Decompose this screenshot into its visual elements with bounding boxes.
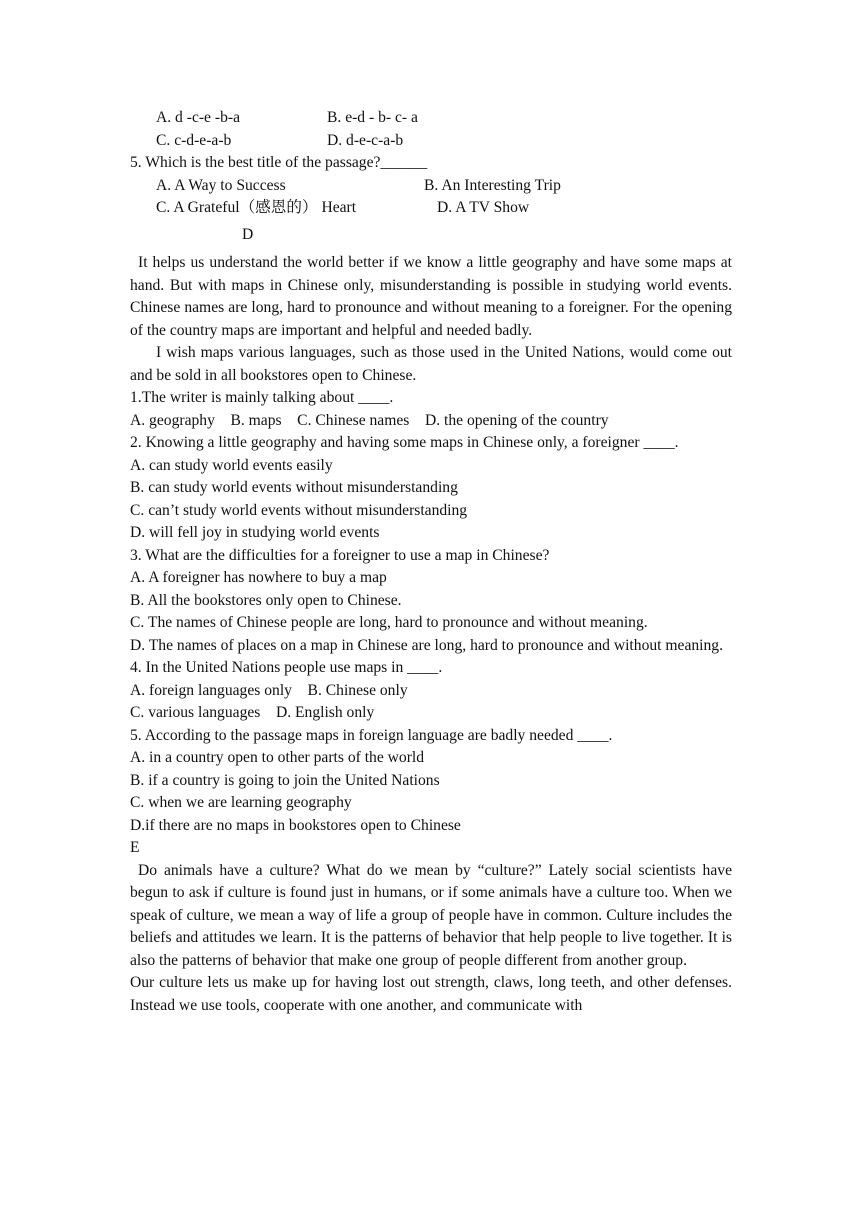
- question-3-option-b: B. All the bookstores only open to Chinese.: [130, 591, 402, 609]
- question-1: 1.The writer is mainly talking about ____.: [130, 389, 394, 406]
- question-5-option-b: B. if a country is going to join the United Nations: [130, 771, 440, 789]
- question-3-option-d: D. The names of places on a map in Chinese are long, hard to pronounce and without meaning.: [130, 636, 723, 654]
- question-4-options-1: A. foreign languages only B. Chinese only: [130, 681, 408, 699]
- question-4: 4. In the United Nations people use maps in ____.: [130, 659, 443, 676]
- prev-question-5: 5. Which is the best title of the passage?______: [130, 154, 428, 171]
- question-4-options-2: C. various languages D. English only: [130, 704, 375, 721]
- question-2-option-c: C. can’t study world events without misunderstanding: [130, 501, 468, 519]
- question-2-option-d: D. will fell joy in studying world events: [130, 524, 380, 541]
- question-5-option-d: D.if there are no maps in bookstores open to Chinese: [130, 816, 461, 834]
- question-2: 2. Knowing a little geography and having some maps in Chinese only, a foreigner ____.: [130, 434, 679, 451]
- section-e-paragraph-2: Our culture lets us make up for having lost out strength, claws, long teeth, and other defenses. Instead we use tools, cooperate with one another, and communicate with: [130, 974, 732, 1014]
- question-5: 5. According to the passage maps in foreign language are badly needed ____.: [130, 726, 613, 744]
- option-c: C. A Grateful（感恩的） Heart: [156, 199, 357, 216]
- prev-options-row-2: [130, 130, 732, 153]
- question-1-options: A. geography B. maps C. Chinese names D. the opening of the country: [130, 411, 609, 429]
- question-3-option-a: A. A foreigner has nowhere to buy a map: [130, 569, 387, 586]
- section-d-paragraph-2: I wish maps various languages, such as those used in the United Nations, would come out and be sold in all bookstores open to Chinese.: [130, 344, 732, 384]
- question-5-option-c: C. when we are learning geography: [130, 794, 352, 811]
- option-d: D. d-e-c-a-b: [327, 131, 404, 149]
- prev-q5-options-row-2: [130, 197, 732, 220]
- prev-q5-options-row-1: [130, 175, 732, 198]
- question-3-option-c: C. The names of Chinese people are long, hard to pronounce and without meaning.: [130, 614, 648, 631]
- option-a: A. A Way to Success: [156, 176, 286, 194]
- section-e-label: E: [130, 839, 140, 856]
- section-d-paragraph-1: It helps us understand the world better if we know a little geography and have some maps at hand. But with maps in Chinese only, misunderstanding is possible in studying world events. Chinese names are long, hard to pronounce and without meaning to a foreigner. For the opening of the country maps are important and helpful and needed badly.: [130, 254, 732, 339]
- question-2-option-a: A. can study world events easily: [130, 456, 333, 474]
- option-c: C. c-d-e-a-b: [156, 131, 232, 149]
- question-5-option-a: A. in a country open to other parts of the world: [130, 749, 425, 766]
- prev-options-row-1: [130, 107, 732, 130]
- section-e-paragraph-1: Do animals have a culture? What do we mean by “culture?” Lately social scientists have begun to ask if culture is found just in humans, or if some animals have a culture too. When we speak of culture, we mean a way of life a group of people have in common. Culture includes the beliefs and attitudes we learn. It is the patterns of behavior that help people to live together. It is also the patterns of behavior that make one group of people different from another group.: [130, 861, 732, 969]
- question-3: 3. What are the difficulties for a foreigner to use a map in Chinese?: [130, 546, 550, 564]
- option-d: D. A TV Show: [437, 199, 530, 216]
- option-b: B. e-d - b- c- a: [327, 109, 418, 126]
- option-b: B. An Interesting Trip: [424, 176, 561, 194]
- section-d-label: D: [242, 225, 254, 243]
- option-a: A. d -c-e -b-a: [156, 109, 240, 126]
- document-content: [130, 107, 732, 1017]
- question-2-option-b: B. can study world events without misunderstanding: [130, 479, 458, 496]
